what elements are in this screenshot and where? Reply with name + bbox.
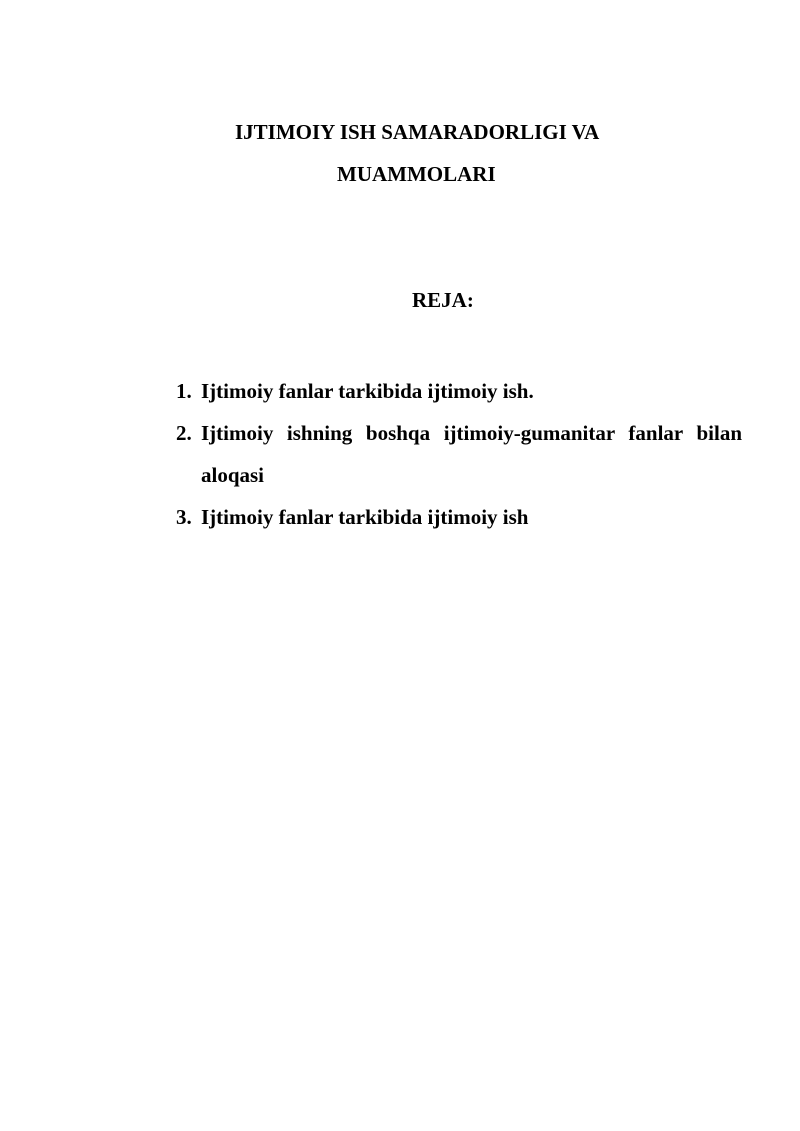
plan-item-number: 3.: [176, 505, 192, 529]
plan-item-text: Ijtimoiy fanlar tarkibida ijtimoiy ish: [201, 505, 529, 529]
plan-item-text: Ijtimoiy fanlar tarkibida ijtimoiy ish.: [201, 379, 534, 403]
plan-item-number: 2.: [176, 421, 192, 445]
plan-item-number: 1.: [176, 379, 192, 403]
plan-item-text: Ijtimoiy ishning boshqa ijtimoiy-gumanitar fanlar bilan aloqasi: [201, 421, 742, 487]
plan-list: [176, 370, 742, 538]
document-title-line-2: MUAMMOLARI: [337, 162, 496, 186]
plan-item: [176, 370, 742, 412]
plan-item: [176, 496, 742, 538]
plan-heading: REJA:: [412, 288, 474, 312]
plan-item: [176, 412, 742, 496]
document-title-line-1: IJTIMOIY ISH SAMARADORLIGI VA: [235, 120, 600, 144]
